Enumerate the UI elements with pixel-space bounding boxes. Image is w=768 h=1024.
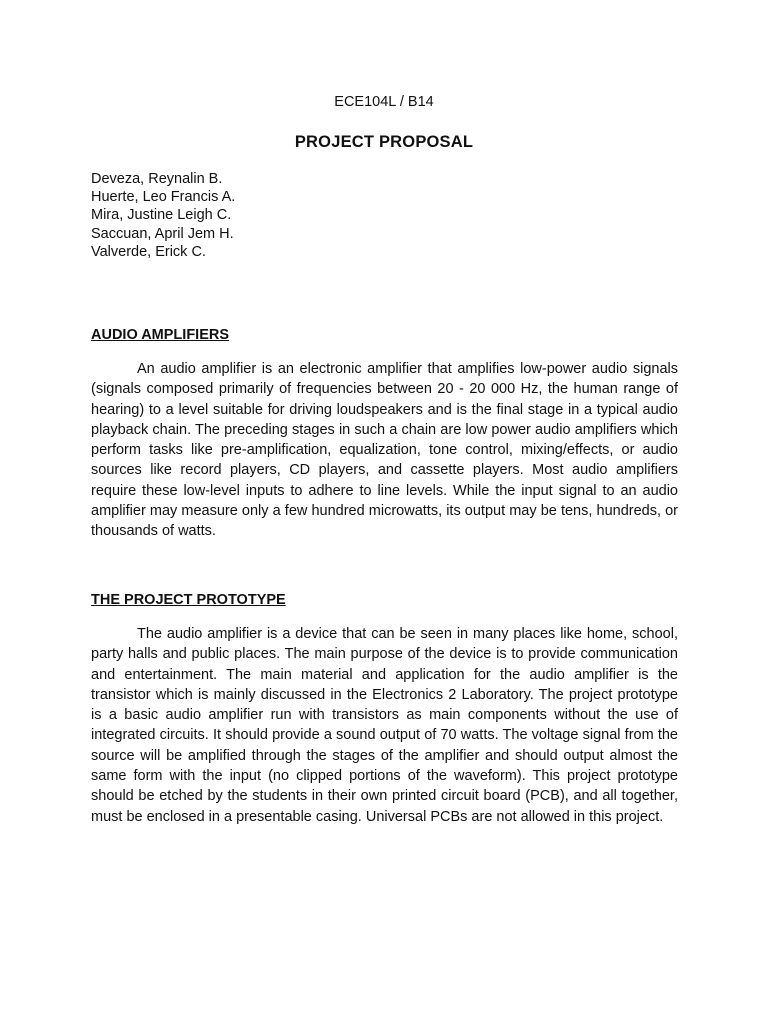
author-name: Deveza, Reynalin B. xyxy=(91,171,223,187)
section-heading-audio-amplifiers: AUDIO AMPLIFIERS xyxy=(91,327,230,343)
author-name: Huerte, Leo Francis A. xyxy=(91,189,236,206)
section-paragraph-project-prototype: The audio amplifier is a device that can be seen in many places like home, school, party halls and public places. The main purpose of the device is to provide communication and entertainment. The main material and application for the audio amplifier is the transistor which is mainly discussed in the Electronics 2 Laboratory. The project prototype is a basic audio amplifier run with transistors as main components without the use of integrated circuits. It should provide a sound output of 70 watts. The voltage signal from the source will be amplified through the stages of the amplifier and should output almost the same form with the input (no clipped portions of the waveform). This project prototype should be etched by the students in their own printed circuit board (PCB), and all together, must be enclosed in a presentable casing. Universal PCBs are not allowed in this project. xyxy=(91,626,678,825)
author-name: Saccuan, April Jem H. xyxy=(91,225,234,242)
course-code: ECE104L / B14 xyxy=(334,94,434,110)
document-title: PROJECT PROPOSAL xyxy=(294,133,474,151)
section-paragraph-audio-amplifiers: An audio amplifier is an electronic amplifier that amplifies low-power audio signals (signals composed primarily of frequencies between 20 - 20 000 Hz, the human range of hearing) to a level suitable for driving loudspeakers and is the final stage in a typical audio playback chain. The preceding stages in such a chain are low power audio amplifiers which perform tasks like pre-amplification, equalization, tone control, mixing/effects, or audio sources like record players, CD players, and cassette players. Most audio amplifiers require these low-level inputs to adhere to line levels. While the input signal to an audio amplifier may measure only a few hundred microwatts, its output may be tens, hundreds, or thousands of watts. xyxy=(91,361,678,540)
section-heading-project-prototype: THE PROJECT PROTOTYPE xyxy=(91,592,286,608)
author-name: Valverde, Erick C. xyxy=(91,243,206,260)
author-list xyxy=(91,170,235,261)
author-name: Mira, Justine Leigh C. xyxy=(91,207,232,224)
